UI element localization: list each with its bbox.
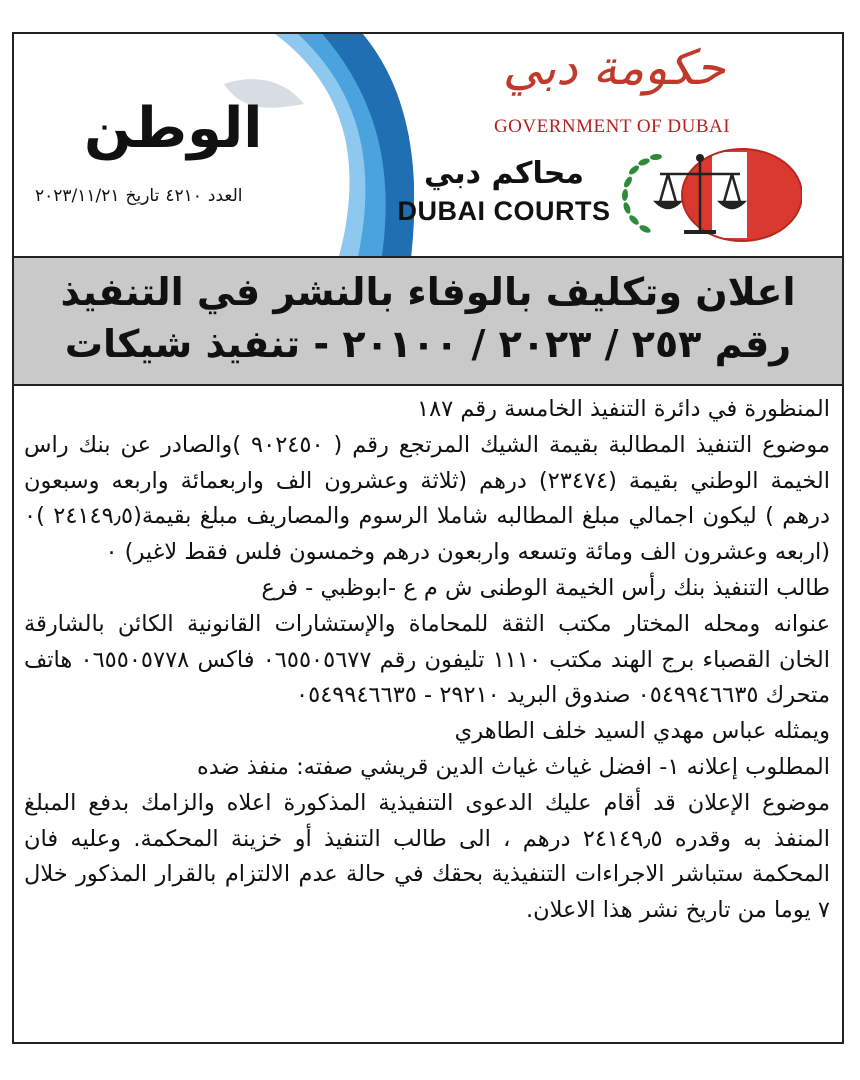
issue-info — [32, 186, 245, 206]
announcement-title: اعلان وتكليف بالوفاء بالنشر في التنفيذ — [60, 270, 796, 314]
announcement-frame — [12, 32, 844, 1044]
body-claimant-address: عنوانه ومحله المختار مكتب الثقة للمحاماة والإستشارات القانونية الكائن بالشارقة الخان القصباء برج الهند مكتب ١١١٠ تليفون رقم ٠٦٥٥٠٥٦٧٧ فاكس ٠٦٥٥٠٥٧٧٨ هاتف متحرك ٠٥٤٩٩٤٦٦٣٥ صندوق البريد ٢٩٢١٠ - ٠٥٤٩٩٤٦٦٣٥ — [24, 610, 830, 709]
government-logo-arabic: حكومة دبي — [502, 40, 726, 96]
issue-date: ٢٠٢٣/١١/٢١ — [35, 186, 120, 206]
body-circuit: المنظورة في دائرة التنفيذ الخامسة رقم ١٨٧ — [417, 396, 830, 422]
newspaper-logo: الوطن — [84, 96, 263, 161]
body-representative: ويمثله عباس مهدي السيد خلف الطاهري — [454, 718, 830, 745]
title-band — [14, 256, 842, 386]
scales-of-justice-icon — [612, 140, 802, 250]
header — [14, 34, 842, 254]
announcement-body — [24, 392, 830, 929]
government-logo-english: GOVERNMENT OF DUBAI — [493, 116, 731, 137]
case-number-title: رقم ٢٥٣ / ٢٠٢٣ / ٢٠١٠٠ - تنفيذ شيكات — [64, 322, 792, 366]
body-claimant: طالب التنفيذ بنك رأس الخيمة الوطنى ش م ع -ابوظبي - فرع — [261, 574, 830, 601]
issue-number: ٤٢١٠ — [165, 186, 202, 206]
courts-name-arabic: محاكم دبي — [424, 156, 584, 191]
issue-label: العدد — [207, 186, 243, 206]
body-notice-subject: موضوع الإعلان قد أقام عليك الدعوى التنفيذية المذكورة اعلاه والزامك بدفع المبلغ المنفذ به وقدره ٢٤١٤٩٫٥ درهم ، الى طالب التنفيذ أو خزينة المحكمة. وعليه فان المحكمة ستباشر الاجراءات التنفيذية بحقك في حالة عدم الالتزام بالقرار المذكور خلال ٧ يوما من تاريخ نشر هذا الاعلان. — [24, 789, 830, 924]
courts-name-english: DUBAI COURTS — [397, 196, 611, 226]
body-subject: موضوع التنفيذ المطالبة بقيمة الشيك المرتجع رقم ( ٩٠٢٤٥٠ )والصادر عن بنك راس الخيمة الوطني بقيمة (٢٣٤٧٤) درهم (ثلاثة وعشرون الف واربعمائة واربعه وسبعون درهم ) ليكون اجمالي مبلغ المطالبه شاملا الرسوم والمصاريف مبلغ بقيمة(٢٤١٤٩٫٥ )٠ (اربعه وعشرون الف ومائة وتسعه واربعون درهم وخمسون فلس فقط لاغير) ٠ — [24, 431, 831, 566]
date-label: تاريخ — [125, 186, 160, 206]
body-respondent: المطلوب إعلانه ١- افضل غياث غياث الدين قريشي صفته: منفذ ضده — [197, 753, 830, 780]
